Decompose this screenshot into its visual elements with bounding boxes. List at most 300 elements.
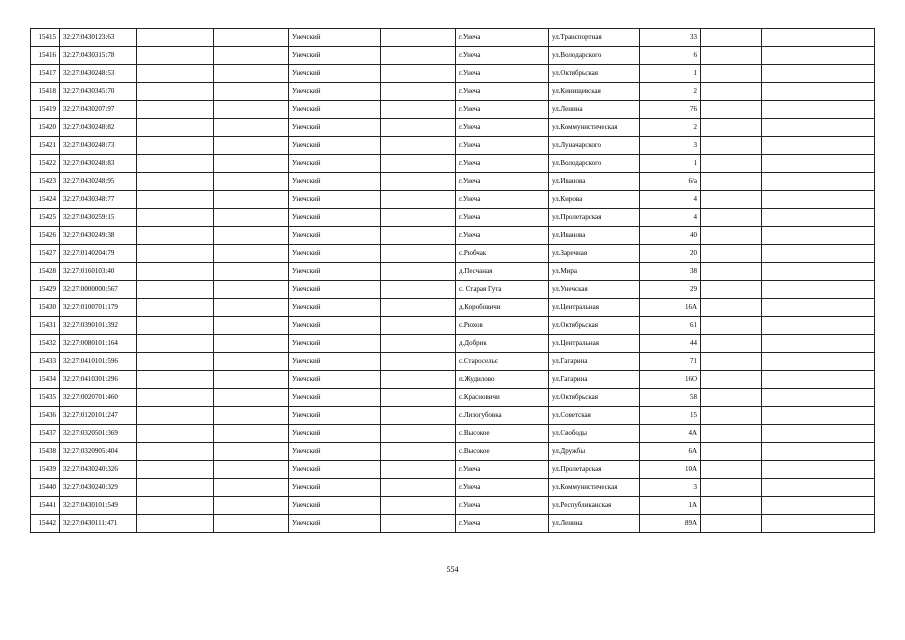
house-number: 29 [640,281,701,299]
empty-cell [762,461,875,479]
empty-cell [214,155,289,173]
empty-cell [701,245,762,263]
locality-cell: с.Рюхов [456,317,549,335]
house-number: 33 [640,29,701,47]
street-cell: ул.Центральная [549,299,640,317]
cadastral-number: 32:27:0430259:15 [60,209,137,227]
row-number: 15426 [31,227,60,245]
locality-cell: г.Унеча [456,83,549,101]
cadastral-number: 32:27:0410301:296 [60,371,137,389]
row-number: 15431 [31,317,60,335]
empty-cell [137,47,214,65]
empty-cell [701,371,762,389]
house-number: 6А [640,443,701,461]
street-cell: ул.Заречная [549,245,640,263]
empty-cell [762,371,875,389]
empty-cell [137,173,214,191]
empty-cell [381,497,456,515]
empty-cell [701,389,762,407]
empty-cell [701,353,762,371]
district-cell: Унечский [289,101,381,119]
empty-cell [137,191,214,209]
locality-cell: г.Унеча [456,497,549,515]
empty-cell [381,371,456,389]
empty-cell [762,407,875,425]
house-number: 6/а [640,173,701,191]
street-cell: ул.Ленина [549,101,640,119]
locality-cell: с.Старосельє [456,353,549,371]
empty-cell [701,101,762,119]
street-cell: ул.Иванова [549,227,640,245]
cadastral-number: 32:27:0430248:73 [60,137,137,155]
empty-cell [381,29,456,47]
empty-cell [214,281,289,299]
empty-cell [214,191,289,209]
empty-cell [701,173,762,191]
street-cell: ул.Центральная [549,335,640,353]
locality-cell: п.Жудилово [456,371,549,389]
house-number: 71 [640,353,701,371]
row-number: 15415 [31,29,60,47]
empty-cell [137,281,214,299]
cadastral-number: 32:27:0320501:369 [60,425,137,443]
street-cell: ул.Дружбы [549,443,640,461]
house-number: 16А [640,299,701,317]
empty-cell [381,425,456,443]
table-row [31,263,875,281]
empty-cell [214,497,289,515]
empty-cell [701,335,762,353]
house-number: 4А [640,425,701,443]
empty-cell [137,263,214,281]
table-row [31,119,875,137]
empty-cell [762,227,875,245]
table-row [31,407,875,425]
empty-cell [762,335,875,353]
empty-cell [701,299,762,317]
cadastral-number: 32:27:0430240:326 [60,461,137,479]
empty-cell [214,317,289,335]
empty-cell [381,191,456,209]
empty-cell [214,425,289,443]
empty-cell [762,479,875,497]
empty-cell [137,101,214,119]
empty-cell [214,263,289,281]
house-number: 40 [640,227,701,245]
house-number: 2 [640,83,701,101]
empty-cell [762,299,875,317]
empty-cell [381,353,456,371]
empty-cell [701,461,762,479]
street-cell: ул.Октябрьская [549,389,640,407]
district-cell: Унечский [289,407,381,425]
empty-cell [762,281,875,299]
locality-cell: д.Добрик [456,335,549,353]
house-number: 58 [640,389,701,407]
empty-cell [762,263,875,281]
house-number: 1 [640,155,701,173]
locality-cell: г.Унеча [456,155,549,173]
empty-cell [701,65,762,83]
street-cell: ул.Гагарина [549,371,640,389]
district-cell: Унечский [289,515,381,533]
row-number: 15439 [31,461,60,479]
row-number: 15441 [31,497,60,515]
district-cell: Унечский [289,155,381,173]
empty-cell [701,29,762,47]
empty-cell [701,191,762,209]
district-cell: Унечский [289,191,381,209]
empty-cell [214,227,289,245]
row-number: 15421 [31,137,60,155]
cadastral-number: 32:27:0100701:179 [60,299,137,317]
cadastral-number: 32:27:0120101:247 [60,407,137,425]
table-row [31,155,875,173]
row-number: 15420 [31,119,60,137]
table-row [31,335,875,353]
district-cell: Унечский [289,425,381,443]
empty-cell [701,119,762,137]
district-cell: Унечский [289,29,381,47]
empty-cell [701,281,762,299]
empty-cell [762,83,875,101]
empty-cell [762,353,875,371]
table-row [31,83,875,101]
empty-cell [214,173,289,191]
empty-cell [137,389,214,407]
cadastral-number: 32:27:0160103:40 [60,263,137,281]
empty-cell [137,227,214,245]
empty-cell [137,353,214,371]
house-number: 16О [640,371,701,389]
row-number: 15419 [31,101,60,119]
district-cell: Унечский [289,353,381,371]
locality-cell: г.Унеча [456,173,549,191]
cadastral-number: 32:27:0320905:404 [60,443,137,461]
empty-cell [381,515,456,533]
house-number: 6 [640,47,701,65]
empty-cell [381,227,456,245]
table-row [31,281,875,299]
empty-cell [214,407,289,425]
locality-cell: с. Старая Гута [456,281,549,299]
empty-cell [214,245,289,263]
empty-cell [137,317,214,335]
street-cell: ул.Ленина [549,515,640,533]
empty-cell [701,47,762,65]
empty-cell [381,47,456,65]
row-number: 15416 [31,47,60,65]
empty-cell [214,119,289,137]
empty-cell [214,389,289,407]
district-cell: Унечский [289,335,381,353]
cadastral-number: 32:27:0080101:164 [60,335,137,353]
house-number: 89А [640,515,701,533]
empty-cell [137,371,214,389]
empty-cell [381,317,456,335]
empty-cell [137,29,214,47]
table-row [31,209,875,227]
locality-cell: г.Унеча [456,137,549,155]
row-number: 15422 [31,155,60,173]
district-cell: Унечский [289,371,381,389]
street-cell: ул.Советская [549,407,640,425]
street-cell: ул.Луначарского [549,137,640,155]
locality-cell: с.Лизогубовка [456,407,549,425]
house-number: 1А [640,497,701,515]
empty-cell [137,65,214,83]
district-cell: Унечский [289,281,381,299]
cadastral-number: 32:27:0390101:392 [60,317,137,335]
cadastral-number: 32:27:0430249:38 [60,227,137,245]
empty-cell [762,425,875,443]
empty-cell [214,335,289,353]
table-row [31,137,875,155]
district-cell: Унечский [289,83,381,101]
empty-cell [214,515,289,533]
table-row [31,299,875,317]
empty-cell [762,245,875,263]
house-number: 76 [640,101,701,119]
table-row [31,317,875,335]
table-row [31,389,875,407]
district-cell: Унечский [289,245,381,263]
district-cell: Унечский [289,443,381,461]
locality-cell: г.Унеча [456,191,549,209]
house-number: 20 [640,245,701,263]
empty-cell [137,119,214,137]
empty-cell [214,371,289,389]
empty-cell [762,443,875,461]
empty-cell [701,317,762,335]
locality-cell: д.Коробовичи [456,299,549,317]
cadastral-number: 32:27:0430240:329 [60,479,137,497]
empty-cell [214,479,289,497]
row-number: 15429 [31,281,60,299]
table-row [31,443,875,461]
district-cell: Унечский [289,299,381,317]
empty-cell [381,299,456,317]
table-row [31,425,875,443]
empty-cell [137,515,214,533]
empty-cell [381,407,456,425]
locality-cell: с.Красновичи [456,389,549,407]
empty-cell [762,65,875,83]
house-number: 2 [640,119,701,137]
row-number: 15442 [31,515,60,533]
empty-cell [762,209,875,227]
empty-cell [762,101,875,119]
property-register-table [30,28,875,533]
table-row [31,497,875,515]
locality-cell: г.Унеча [456,29,549,47]
empty-cell [137,461,214,479]
empty-cell [762,137,875,155]
empty-cell [701,407,762,425]
cadastral-number: 32:27:0430248:95 [60,173,137,191]
empty-cell [381,173,456,191]
street-cell: ул.Володарского [549,155,640,173]
table-row [31,101,875,119]
table-row [31,353,875,371]
district-cell: Унечский [289,65,381,83]
empty-cell [214,443,289,461]
table-row [31,461,875,479]
empty-cell [762,515,875,533]
house-number: 44 [640,335,701,353]
empty-cell [381,155,456,173]
cadastral-number: 32:27:0020701:460 [60,389,137,407]
empty-cell [381,479,456,497]
row-number: 15436 [31,407,60,425]
house-number: 3 [640,137,701,155]
street-cell: ул.Кирова [549,191,640,209]
house-number: 38 [640,263,701,281]
empty-cell [381,65,456,83]
row-number: 15425 [31,209,60,227]
street-cell: ул.Пролетарская [549,461,640,479]
empty-cell [381,209,456,227]
empty-cell [214,65,289,83]
cadastral-number: 32:27:0430345:70 [60,83,137,101]
cadastral-number: 32:27:0430111:471 [60,515,137,533]
district-cell: Унечский [289,173,381,191]
empty-cell [762,155,875,173]
district-cell: Унечский [289,497,381,515]
empty-cell [381,263,456,281]
locality-cell: г.Унеча [456,227,549,245]
locality-cell: г.Унеча [456,515,549,533]
street-cell: ул.Октябрьская [549,317,640,335]
locality-cell: г.Унеча [456,65,549,83]
cadastral-number: 32:27:0000000:567 [60,281,137,299]
district-cell: Унечский [289,227,381,245]
row-number: 15437 [31,425,60,443]
empty-cell [214,47,289,65]
cadastral-number: 32:27:0410101:596 [60,353,137,371]
street-cell: ул.Мира [549,263,640,281]
row-number: 15430 [31,299,60,317]
cadastral-number: 32:27:0430123:63 [60,29,137,47]
table-row [31,173,875,191]
empty-cell [137,155,214,173]
locality-cell: д.Песчаная [456,263,549,281]
empty-cell [381,245,456,263]
table-row [31,191,875,209]
table-row [31,65,875,83]
empty-cell [701,209,762,227]
row-number: 15427 [31,245,60,263]
table-row [31,29,875,47]
empty-cell [137,137,214,155]
house-number: 4 [640,191,701,209]
cadastral-number: 32:27:0430348:77 [60,191,137,209]
cadastral-number: 32:27:0430248:82 [60,119,137,137]
table-row [31,47,875,65]
street-cell: ул.Республиканская [549,497,640,515]
locality-cell: г.Унеча [456,209,549,227]
empty-cell [762,191,875,209]
table-row [31,227,875,245]
house-number: 4 [640,209,701,227]
row-number: 15418 [31,83,60,101]
empty-cell [137,443,214,461]
empty-cell [701,515,762,533]
cadastral-number: 32:27:0430248:53 [60,65,137,83]
empty-cell [137,497,214,515]
table-body [31,29,875,533]
empty-cell [137,407,214,425]
empty-cell [701,227,762,245]
row-number: 15417 [31,65,60,83]
empty-cell [214,299,289,317]
row-number: 15428 [31,263,60,281]
empty-cell [137,335,214,353]
district-cell: Унечский [289,47,381,65]
locality-cell: г.Унеча [456,479,549,497]
row-number: 15423 [31,173,60,191]
empty-cell [381,137,456,155]
street-cell: ул.Свободы [549,425,640,443]
district-cell: Унечский [289,461,381,479]
street-cell: ул.Транспортная [549,29,640,47]
empty-cell [762,47,875,65]
district-cell: Унечский [289,119,381,137]
cadastral-number: 32:27:0140204:79 [60,245,137,263]
empty-cell [137,209,214,227]
empty-cell [214,353,289,371]
cadastral-number: 32:27:0430315:78 [60,47,137,65]
district-cell: Унечский [289,389,381,407]
locality-cell: с.Высокое [456,425,549,443]
locality-cell: с.Высокое [456,443,549,461]
empty-cell [701,155,762,173]
row-number: 15440 [31,479,60,497]
district-cell: Унечский [289,263,381,281]
empty-cell [381,281,456,299]
empty-cell [762,29,875,47]
locality-cell: г.Унеча [456,461,549,479]
row-number: 15432 [31,335,60,353]
street-cell: ул.Октябрьская [549,65,640,83]
row-number: 15435 [31,389,60,407]
locality-cell: г.Унеча [456,119,549,137]
street-cell: ул.Унечская [549,281,640,299]
district-cell: Унечский [289,137,381,155]
empty-cell [762,119,875,137]
row-number: 15433 [31,353,60,371]
empty-cell [701,137,762,155]
street-cell: ул.Кинищевская [549,83,640,101]
empty-cell [381,461,456,479]
empty-cell [137,245,214,263]
empty-cell [762,173,875,191]
empty-cell [701,425,762,443]
street-cell: ул.Иванова [549,173,640,191]
empty-cell [381,443,456,461]
house-number: 15 [640,407,701,425]
empty-cell [381,101,456,119]
street-cell: ул.Пролетарская [549,209,640,227]
empty-cell [701,443,762,461]
street-cell: ул.Володарского [549,47,640,65]
empty-cell [762,389,875,407]
locality-cell: г.Унеча [456,101,549,119]
house-number: 61 [640,317,701,335]
empty-cell [137,83,214,101]
empty-cell [137,299,214,317]
table-row [31,515,875,533]
